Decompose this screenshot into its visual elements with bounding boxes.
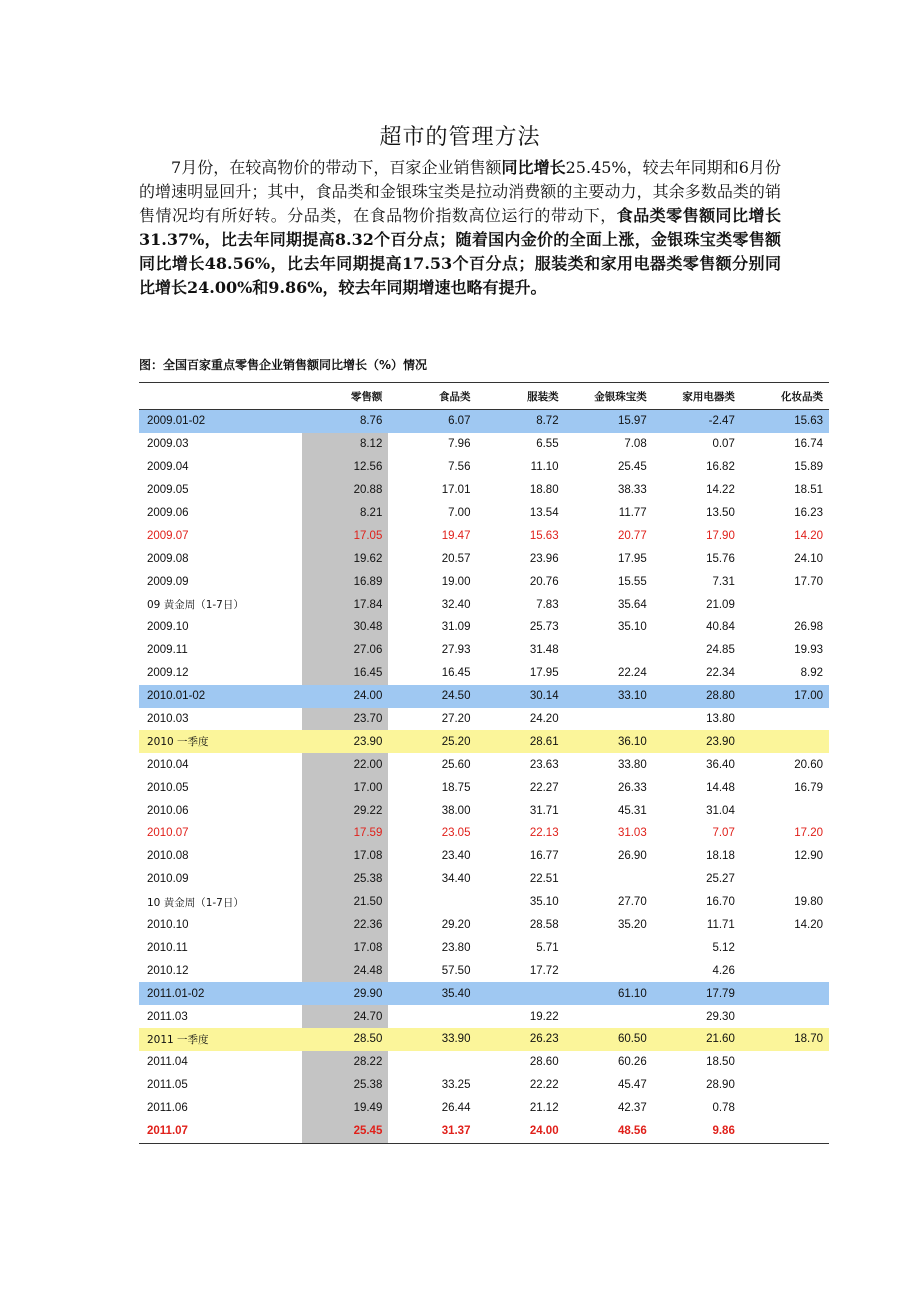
table-cell: 36.10 xyxy=(565,730,653,753)
table-cell: 31.03 xyxy=(617,827,647,840)
table-cell: 15.63 xyxy=(529,529,559,542)
table-cell: 35.10 xyxy=(529,896,559,909)
table-cell: 5.71 xyxy=(536,941,559,954)
table-cell: 11.71 xyxy=(706,919,735,932)
table-header-cell: 食品类 xyxy=(388,383,476,410)
table-cell: 29.30 xyxy=(706,1010,735,1023)
row-label: 2010.11 xyxy=(147,941,188,954)
table-cell: 18.80 xyxy=(529,484,559,497)
table-cell: 13.54 xyxy=(529,507,559,519)
row-label: 2010.04 xyxy=(147,758,189,771)
table-cell: 8.21 xyxy=(302,502,388,525)
table-row xyxy=(139,524,829,547)
row-label: 2009.09 xyxy=(147,575,189,588)
table-row xyxy=(139,936,829,959)
table-cell: 17.90 xyxy=(706,529,735,542)
table-cell: 24.20 xyxy=(529,713,559,726)
table-cell: 60.26 xyxy=(617,1056,647,1069)
table-cell xyxy=(565,936,653,959)
intro-bold-2: 食品类零售额同比增长31.37%，比去年同期提高8.32个百分点；随着国内金价的全面上涨，金银珠宝类零售额同比增长48.56%，比去年同期提高17.53个百分点；服装类和家用电器类零售额分别同比增长24.00%和9.86%，较去年同期增速也略有提升。 xyxy=(139,206,781,297)
table-row xyxy=(139,753,829,776)
table-cell: 15.89 xyxy=(794,461,823,474)
table-cell: 24.50 xyxy=(388,685,476,708)
table-cell: 25.38 xyxy=(302,868,388,891)
table-row xyxy=(139,891,829,914)
row-label: 2009.12 xyxy=(147,667,189,680)
table-cell: 7.08 xyxy=(624,438,647,451)
table-row xyxy=(139,639,829,662)
table-cell: 27.93 xyxy=(441,644,471,657)
table-cell: 22.51 xyxy=(529,873,559,886)
table-cell xyxy=(741,1120,829,1143)
table-row xyxy=(139,822,829,845)
table-row xyxy=(139,433,829,456)
table-cell: 35.64 xyxy=(617,598,647,611)
table-cell: 6.07 xyxy=(388,410,476,433)
table-cell: 6.55 xyxy=(536,438,559,451)
table-cell: 8.92 xyxy=(800,667,823,680)
table-cell: 18.50 xyxy=(706,1056,735,1069)
table-cell: 9.86 xyxy=(653,1120,741,1143)
table-cell: 23.40 xyxy=(441,850,471,863)
table-cell: 15.55 xyxy=(617,575,647,588)
table-cell: 17.84 xyxy=(302,593,388,616)
table-row xyxy=(139,730,829,753)
table-cell: 23.63 xyxy=(529,758,559,771)
row-label: 2010.05 xyxy=(147,781,189,794)
table-cell xyxy=(741,1051,829,1074)
table-cell: 17.79 xyxy=(653,982,741,1005)
table-cell: 17.08 xyxy=(302,845,388,868)
table-cell: 21.09 xyxy=(706,598,735,611)
table-cell: 7.56 xyxy=(448,461,471,474)
table-cell: 27.20 xyxy=(441,713,471,726)
figure-caption: 图：全国百家重点零售企业销售额同比增长（%）情况 xyxy=(139,358,428,372)
table-cell: 21.50 xyxy=(302,891,388,914)
table-cell: 16.70 xyxy=(706,896,735,909)
table-cell: 38.00 xyxy=(441,804,471,817)
row-label: 2009.11 xyxy=(147,644,188,657)
table-cell: 24.70 xyxy=(302,1005,388,1028)
table-cell: 24.00 xyxy=(302,685,388,708)
table-cell: 7.00 xyxy=(448,507,471,519)
table-cell: 21.12 xyxy=(529,1102,559,1115)
table-cell: 13.80 xyxy=(706,713,735,726)
row-label: 2011 一季度 xyxy=(139,1028,302,1051)
table-cell: 12.56 xyxy=(302,456,388,479)
table-cell: 35.20 xyxy=(617,919,647,932)
table-cell xyxy=(565,959,653,982)
table-cell: 18.51 xyxy=(794,484,823,497)
table-cell: 22.36 xyxy=(302,914,388,937)
table-cell xyxy=(565,708,653,731)
table-row xyxy=(139,570,829,593)
table-cell xyxy=(476,982,564,1005)
table-cell: 24.48 xyxy=(302,959,388,982)
table-cell: 19.62 xyxy=(302,547,388,570)
table-cell: 28.22 xyxy=(302,1051,388,1074)
table-row xyxy=(139,776,829,799)
table-cell: 25.45 xyxy=(617,461,647,474)
table-row xyxy=(139,845,829,868)
row-label: 2009.07 xyxy=(147,529,189,542)
table-cell xyxy=(388,1051,476,1074)
table-cell: 16.79 xyxy=(794,781,823,794)
table-cell: 31.37 xyxy=(388,1120,476,1143)
table-cell: 19.93 xyxy=(794,644,823,657)
table-cell: 22.00 xyxy=(302,753,388,776)
row-label: 2010.10 xyxy=(147,919,189,932)
table-row xyxy=(139,1028,829,1051)
table-cell: 34.40 xyxy=(441,873,471,886)
table-cell: 23.80 xyxy=(441,941,471,954)
table-cell: 19.22 xyxy=(529,1010,559,1023)
table-cell: 20.60 xyxy=(794,758,823,771)
table-cell xyxy=(741,593,829,616)
table-cell xyxy=(565,1005,653,1028)
row-label: 2010.08 xyxy=(147,850,189,863)
row-label: 09 黄金周（1-7日） xyxy=(147,599,244,612)
table-row xyxy=(139,410,829,433)
table-row xyxy=(139,685,829,708)
table-cell: 33.90 xyxy=(388,1028,476,1051)
table-cell: 19.49 xyxy=(302,1097,388,1120)
row-label: 2009.03 xyxy=(147,438,189,451)
table-cell: 32.40 xyxy=(441,598,471,611)
table-row xyxy=(139,914,829,937)
table-cell: 13.50 xyxy=(706,507,735,519)
table-cell: 19.47 xyxy=(441,529,471,542)
table-row xyxy=(139,593,829,616)
table-cell xyxy=(741,959,829,982)
table-cell: 28.58 xyxy=(529,919,559,932)
table-cell: 11.10 xyxy=(530,461,559,474)
table-cell: 7.31 xyxy=(712,575,735,588)
table-cell: 16.77 xyxy=(529,850,559,863)
row-label: 2009.08 xyxy=(147,552,189,565)
table-cell: 20.76 xyxy=(529,575,559,588)
table-cell: 25.60 xyxy=(441,758,471,771)
table-cell xyxy=(565,639,653,662)
table-body xyxy=(139,410,829,1144)
table-cell: 16.45 xyxy=(302,662,388,685)
table-cell: 11.77 xyxy=(618,507,647,519)
table-cell: 38.33 xyxy=(617,484,647,497)
table-cell xyxy=(741,1097,829,1120)
table-cell: 35.10 xyxy=(617,621,647,634)
table-cell: 25.38 xyxy=(302,1074,388,1097)
table-row xyxy=(139,799,829,822)
table-cell: 24.00 xyxy=(476,1120,564,1143)
table-cell: 26.90 xyxy=(617,850,647,863)
table-cell: 23.70 xyxy=(302,708,388,731)
table-cell: 17.01 xyxy=(441,484,471,497)
row-label: 2009.06 xyxy=(147,507,189,519)
table-cell: 16.23 xyxy=(794,507,823,519)
sales-growth-table xyxy=(139,382,829,1144)
table-cell: 45.47 xyxy=(617,1079,647,1092)
table-cell: 33.25 xyxy=(441,1079,471,1092)
table-header-cell xyxy=(139,383,302,410)
table-row xyxy=(139,1097,829,1120)
table-cell: 17.95 xyxy=(617,552,647,565)
table-cell: 8.12 xyxy=(302,433,388,456)
table-cell: 33.10 xyxy=(565,685,653,708)
table-cell: 42.37 xyxy=(617,1102,647,1115)
table-cell: 20.77 xyxy=(617,529,647,542)
table-cell: 40.84 xyxy=(706,621,735,634)
table-cell: 15.76 xyxy=(706,552,735,565)
table-cell: 61.10 xyxy=(565,982,653,1005)
row-label: 2010.03 xyxy=(147,713,189,726)
table-cell: 22.27 xyxy=(529,781,559,794)
table-cell: 7.07 xyxy=(712,827,735,840)
table-row xyxy=(139,868,829,891)
table-cell: 20.88 xyxy=(302,479,388,502)
table-cell: 5.12 xyxy=(712,941,735,954)
table-row xyxy=(139,1074,829,1097)
table-cell: 14.20 xyxy=(794,529,823,542)
table-cell: 16.89 xyxy=(302,570,388,593)
row-label: 2009.04 xyxy=(147,461,189,474)
table-cell: 18.75 xyxy=(441,781,471,794)
table-cell: 30.48 xyxy=(302,616,388,639)
table-cell xyxy=(741,730,829,753)
table-cell: 31.04 xyxy=(706,804,735,817)
intro-text-2: 25.45%，较去年同期和6月份的增速明显回升；其中，食品类和金银珠宝类是拉动消费额的主要动力，其余多数品类的销售情况均有所好转。分品类，在食品物价指数高位运行的带动下， xyxy=(139,158,781,225)
table-cell: 22.13 xyxy=(529,827,559,840)
table-row xyxy=(139,502,829,525)
row-label: 2011.04 xyxy=(147,1056,188,1069)
table-header-row xyxy=(139,383,829,410)
table-cell xyxy=(741,982,829,1005)
table-header-cell: 化妆品类 xyxy=(741,383,829,410)
row-label: 2011.07 xyxy=(139,1120,302,1143)
table-cell: 26.33 xyxy=(617,781,647,794)
row-label: 2011.06 xyxy=(147,1102,188,1115)
table-cell: 30.14 xyxy=(476,685,564,708)
table-cell xyxy=(565,868,653,891)
table-cell xyxy=(741,868,829,891)
table-header-cell: 金银珠宝类 xyxy=(565,383,653,410)
table-header-cell: 零售额 xyxy=(302,383,388,410)
table-row xyxy=(139,456,829,479)
table-cell: 24.85 xyxy=(706,644,735,657)
table-cell: 19.80 xyxy=(794,896,823,909)
table-cell: 24.10 xyxy=(794,552,823,565)
table-cell xyxy=(741,1005,829,1028)
table-cell: 28.50 xyxy=(302,1028,388,1051)
table-cell: 17.08 xyxy=(302,936,388,959)
table-cell: 0.07 xyxy=(712,438,735,451)
table-cell xyxy=(388,1005,476,1028)
table-cell: 7.83 xyxy=(536,598,559,611)
table-cell: 26.98 xyxy=(794,621,823,634)
table-cell xyxy=(741,799,829,822)
table-row xyxy=(139,959,829,982)
table-cell: 28.90 xyxy=(706,1079,735,1092)
table-cell: 60.50 xyxy=(565,1028,653,1051)
table-cell: 18.18 xyxy=(706,850,735,863)
table-cell: 17.00 xyxy=(741,685,829,708)
table-cell: 22.24 xyxy=(617,667,647,680)
table-cell: 17.00 xyxy=(302,776,388,799)
row-label: 2010.01-02 xyxy=(139,685,302,708)
table-row xyxy=(139,982,829,1005)
row-label: 2009.10 xyxy=(147,621,189,634)
table-cell: 21.60 xyxy=(653,1028,741,1051)
row-label: 2011.01-02 xyxy=(139,982,302,1005)
table-cell: 23.90 xyxy=(653,730,741,753)
table-cell: 23.96 xyxy=(529,552,559,565)
table-cell: 8.72 xyxy=(476,410,564,433)
table-cell: 26.44 xyxy=(441,1102,471,1115)
table-cell: 57.50 xyxy=(441,964,471,977)
table-cell: 14.48 xyxy=(706,781,735,794)
table-cell: 25.45 xyxy=(302,1120,388,1143)
row-label: 2010 一季度 xyxy=(139,730,302,753)
table-cell xyxy=(741,1074,829,1097)
table-row xyxy=(139,1120,829,1143)
table-cell: 4.26 xyxy=(712,964,735,977)
table-cell: 28.80 xyxy=(653,685,741,708)
table-cell: 14.22 xyxy=(706,484,735,497)
table-cell: 19.00 xyxy=(441,575,471,588)
table-row xyxy=(139,1005,829,1028)
table-cell xyxy=(388,891,476,914)
table-cell: 15.97 xyxy=(565,410,653,433)
table-row xyxy=(139,708,829,731)
row-label: 2009.01-02 xyxy=(139,410,302,433)
intro-text-1: 7月份，在较高物价的带动下，百家企业销售额 xyxy=(171,158,502,177)
table-cell: 29.20 xyxy=(441,919,471,932)
table-cell: 17.20 xyxy=(794,827,823,840)
row-label: 2010.09 xyxy=(147,873,189,886)
table-header-cell: 服装类 xyxy=(476,383,564,410)
table-cell: 12.90 xyxy=(794,850,823,863)
row-label: 2010.06 xyxy=(147,804,189,817)
row-label: 2009.05 xyxy=(147,484,189,497)
table-cell: 29.22 xyxy=(302,799,388,822)
table-cell: 31.09 xyxy=(441,621,471,634)
table-cell: 25.20 xyxy=(388,730,476,753)
intro-paragraph xyxy=(139,156,781,300)
table-cell: 23.90 xyxy=(302,730,388,753)
table-cell: 36.40 xyxy=(706,758,735,771)
table-cell: 26.23 xyxy=(476,1028,564,1051)
row-label: 2010.12 xyxy=(147,964,189,977)
intro-bold-1: 同比增长 xyxy=(501,158,566,177)
table-cell: 25.73 xyxy=(529,621,559,634)
table-cell: 28.60 xyxy=(529,1056,559,1069)
table-cell: 16.45 xyxy=(441,667,471,680)
page-title: 超市的管理方法 xyxy=(379,125,541,150)
table-cell: 25.27 xyxy=(706,873,735,886)
table-cell: 22.34 xyxy=(706,667,735,680)
table-cell: -2.47 xyxy=(653,410,741,433)
table-row xyxy=(139,1051,829,1074)
row-label: 2010.07 xyxy=(147,827,189,840)
table-cell: 8.76 xyxy=(302,410,388,433)
table-cell: 0.78 xyxy=(712,1102,735,1115)
table-cell: 14.20 xyxy=(794,919,823,932)
table-row xyxy=(139,662,829,685)
table-cell: 16.82 xyxy=(706,461,735,474)
table-cell: 15.63 xyxy=(741,410,829,433)
table-cell: 17.05 xyxy=(302,524,388,547)
table-cell xyxy=(741,708,829,731)
table-cell: 31.71 xyxy=(529,804,559,817)
table-cell: 17.72 xyxy=(529,964,559,977)
table-cell: 18.70 xyxy=(741,1028,829,1051)
table-cell: 16.74 xyxy=(794,438,823,451)
table-cell: 35.40 xyxy=(388,982,476,1005)
table-cell: 48.56 xyxy=(565,1120,653,1143)
table-cell xyxy=(741,936,829,959)
table-cell: 29.90 xyxy=(302,982,388,1005)
table-cell: 28.61 xyxy=(476,730,564,753)
row-label: 2011.03 xyxy=(147,1010,188,1023)
table-cell: 45.31 xyxy=(617,804,647,817)
table-row xyxy=(139,479,829,502)
table-cell: 31.48 xyxy=(529,644,559,657)
row-label: 2011.05 xyxy=(147,1079,188,1092)
table-cell: 7.96 xyxy=(448,438,471,451)
table-header-cell: 家用电器类 xyxy=(653,383,741,410)
table-cell: 17.95 xyxy=(529,667,559,680)
table-cell: 22.22 xyxy=(529,1079,559,1092)
table-cell: 17.70 xyxy=(794,575,823,588)
row-label: 10 黄金周（1-7日） xyxy=(147,896,244,909)
table-cell: 17.59 xyxy=(302,822,388,845)
table-row xyxy=(139,547,829,570)
table-cell: 23.05 xyxy=(441,827,471,840)
table-cell: 33.80 xyxy=(617,758,647,771)
table-cell: 27.70 xyxy=(617,896,647,909)
table-cell: 27.06 xyxy=(302,639,388,662)
table-cell: 20.57 xyxy=(441,552,471,565)
table-row xyxy=(139,616,829,639)
